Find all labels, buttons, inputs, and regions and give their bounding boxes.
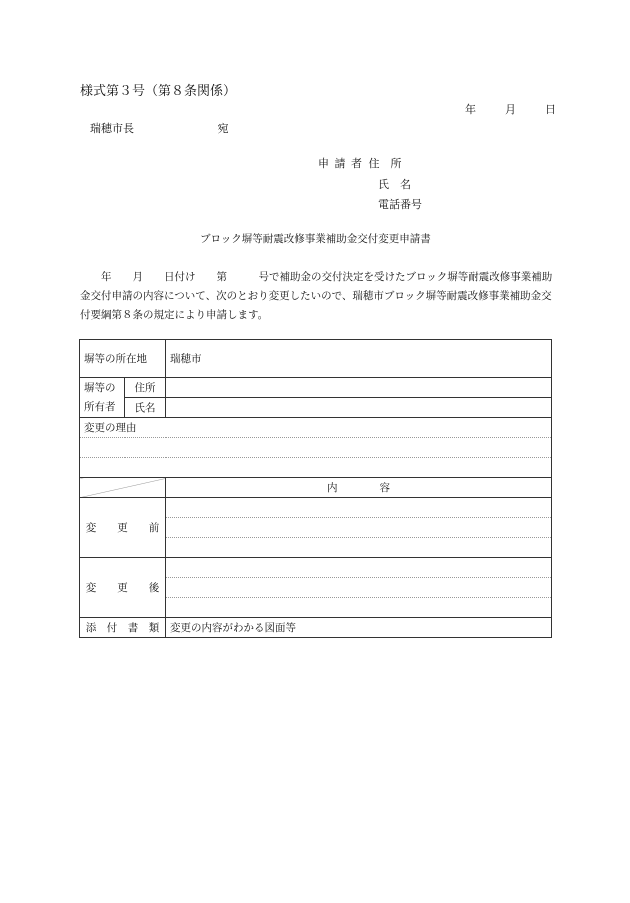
owner-label-line1: 塀等の bbox=[84, 381, 116, 394]
reason-field-line1[interactable] bbox=[80, 438, 552, 458]
owner-address-field[interactable] bbox=[166, 378, 552, 398]
attachment-value: 変更の内容がわかる図面等 bbox=[166, 618, 552, 638]
after-label: 変 更 後 bbox=[80, 558, 166, 618]
addressee bbox=[90, 120, 229, 136]
date-day: 日 bbox=[545, 103, 556, 116]
before-field-line3[interactable] bbox=[166, 538, 552, 558]
location-value: 瑞穂市 bbox=[166, 340, 552, 378]
attachment-label: 添 付 書 類 bbox=[80, 618, 166, 638]
reason-field-line2[interactable] bbox=[80, 458, 552, 478]
addressee-name: 瑞穂市長 bbox=[90, 122, 134, 135]
reason-label: 変更の理由 bbox=[80, 418, 552, 438]
content-header: 内 容 bbox=[166, 478, 552, 498]
location-label: 塀等の所在地 bbox=[80, 340, 166, 378]
document-title: ブロック塀等耐震改修事業補助金交付変更申請書 bbox=[200, 233, 431, 245]
application-table bbox=[79, 339, 552, 638]
applicant-name-label: 氏 名 bbox=[378, 178, 411, 191]
applicant-phone-label: 電話番号 bbox=[378, 198, 422, 211]
header-diagonal-cell bbox=[80, 478, 166, 498]
owner-name-label: 氏名 bbox=[125, 398, 166, 418]
addressee-suffix: 宛 bbox=[217, 122, 229, 135]
applicant-label: 申 請 者 bbox=[318, 157, 363, 170]
after-field-line3[interactable] bbox=[166, 598, 552, 618]
date-line bbox=[465, 101, 556, 117]
before-field-line1[interactable] bbox=[166, 498, 552, 518]
owner-address-label: 住所 bbox=[125, 378, 166, 398]
form-number: 様式第３号（第８条関係） bbox=[80, 84, 237, 99]
body-text: 年 月 日付け 第 号で補助金の交付決定を受けたブロック塀等耐震改修事業補助金交付申請の内容について、次のとおり変更したいので、瑞穂市ブロック塀等耐震改修事業補助金交付要綱第８条の規定により申請します。 bbox=[80, 271, 553, 321]
owner-name-field[interactable] bbox=[166, 398, 552, 418]
applicant-address-row bbox=[318, 155, 402, 171]
owner-label-line2: 所有者 bbox=[84, 400, 116, 413]
after-field-line2[interactable] bbox=[166, 578, 552, 598]
after-field-line1[interactable] bbox=[166, 558, 552, 578]
applicant-address-label: 住 所 bbox=[368, 157, 402, 170]
owner-label bbox=[80, 378, 125, 418]
before-field-line2[interactable] bbox=[166, 518, 552, 538]
date-month: 月 bbox=[505, 103, 516, 116]
date-year: 年 bbox=[465, 103, 476, 116]
before-label: 変 更 前 bbox=[80, 498, 166, 558]
